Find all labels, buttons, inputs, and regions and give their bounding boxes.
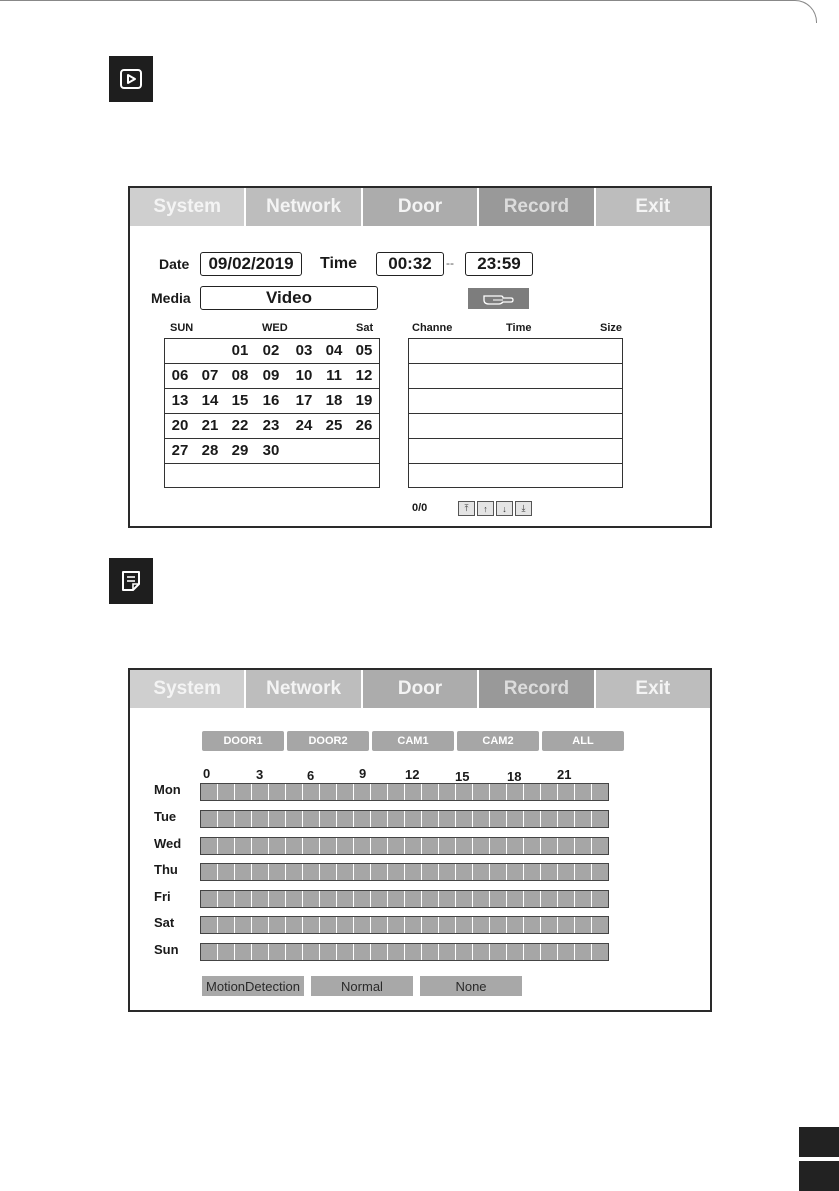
tab-network[interactable]: Network — [246, 188, 360, 226]
tab-door[interactable]: Door — [363, 670, 477, 708]
schedule-hour-cell[interactable] — [558, 838, 575, 854]
schedule-hour-cell[interactable] — [490, 838, 507, 854]
schedule-hour-cell[interactable] — [269, 838, 286, 854]
calendar-day[interactable]: 25 — [325, 417, 343, 434]
schedule-hour-cell[interactable] — [558, 944, 575, 960]
schedule-hour-cell[interactable] — [252, 917, 269, 933]
schedule-hour-cell[interactable] — [388, 891, 405, 907]
mode-motion-detection-button[interactable]: MotionDetection — [202, 976, 304, 996]
schedule-hour-cell[interactable] — [558, 784, 575, 800]
calendar-day[interactable]: 14 — [201, 392, 219, 409]
schedule-hour-cell[interactable] — [422, 784, 439, 800]
calendar-week-row — [165, 414, 379, 439]
schedule-hour-cell[interactable] — [235, 891, 252, 907]
schedule-hour-cell[interactable] — [354, 864, 371, 880]
channel-cam1-button[interactable]: CAM1 — [372, 731, 454, 751]
schedule-hour-cell[interactable] — [439, 864, 456, 880]
calendar-header-wed: WED — [262, 322, 288, 334]
schedule-hour-cell[interactable] — [473, 811, 490, 827]
channel-all-button[interactable]: ALL — [542, 731, 624, 751]
mode-none-button[interactable]: None — [420, 976, 522, 996]
date-field[interactable]: 09/02/2019 — [200, 252, 302, 276]
schedule-hour-cell[interactable] — [218, 891, 235, 907]
schedule-hour-cell[interactable] — [388, 944, 405, 960]
schedule-hour-cell[interactable] — [575, 891, 592, 907]
record-schedule-panel — [128, 668, 712, 1012]
calendar-day[interactable]: 11 — [326, 367, 342, 384]
schedule-hour-cell[interactable] — [575, 784, 592, 800]
hour-label: 15 — [455, 769, 470, 784]
schedule-hour-cell[interactable] — [286, 811, 303, 827]
hour-label: 3 — [256, 767, 264, 782]
schedule-hour-cell[interactable] — [337, 784, 354, 800]
calendar-day[interactable]: 10 — [295, 367, 313, 384]
schedule-hour-cell[interactable] — [524, 784, 541, 800]
schedule-hour-cell[interactable] — [473, 891, 490, 907]
schedule-hour-cell[interactable] — [252, 891, 269, 907]
schedule-hour-cell[interactable] — [252, 864, 269, 880]
schedule-row-mon — [200, 783, 609, 801]
schedule-hour-cell[interactable] — [235, 838, 252, 854]
tab-door[interactable]: Door — [363, 188, 477, 226]
schedule-hour-cell[interactable] — [507, 811, 524, 827]
calendar-day[interactable]: 13 — [171, 392, 189, 409]
hour-label: 12 — [405, 767, 420, 782]
calendar-day[interactable]: 04 — [325, 342, 343, 359]
schedule-hour-cell[interactable] — [524, 838, 541, 854]
start-time-field[interactable]: 00:32 — [376, 252, 444, 276]
schedule-hour-cell[interactable] — [541, 784, 558, 800]
schedule-hour-cell[interactable] — [439, 838, 456, 854]
schedule-hour-cell[interactable] — [439, 811, 456, 827]
schedule-day-label: Sun — [154, 942, 179, 957]
calendar-day[interactable]: 17 — [295, 392, 313, 409]
schedule-hour-cell[interactable] — [592, 864, 608, 880]
schedule-hour-cell[interactable] — [473, 864, 490, 880]
page-tab-marker — [799, 1127, 839, 1157]
schedule-hour-cell[interactable] — [541, 811, 558, 827]
calendar-day[interactable]: 15 — [231, 392, 249, 409]
schedule-hour-cell[interactable] — [286, 944, 303, 960]
tab-exit[interactable]: Exit — [596, 670, 710, 708]
schedule-hour-cell[interactable] — [405, 864, 422, 880]
schedule-hour-cell[interactable] — [235, 917, 252, 933]
schedule-hour-cell[interactable] — [524, 811, 541, 827]
schedule-hour-cell[interactable] — [320, 917, 337, 933]
schedule-hour-cell[interactable] — [592, 917, 608, 933]
schedule-hour-cell[interactable] — [422, 891, 439, 907]
schedule-hour-cell[interactable] — [592, 838, 608, 854]
schedule-hour-cell[interactable] — [354, 784, 371, 800]
calendar-day[interactable]: 07 — [201, 367, 219, 384]
date-label: Date — [159, 256, 190, 272]
schedule-hour-cell[interactable] — [541, 917, 558, 933]
schedule-hour-cell[interactable] — [201, 864, 218, 880]
tab-network[interactable]: Network — [246, 670, 360, 708]
calendar-day[interactable]: 28 — [201, 442, 219, 459]
schedule-hour-cell[interactable] — [337, 944, 354, 960]
schedule-hour-cell[interactable] — [235, 864, 252, 880]
calendar-day[interactable]: 02 — [262, 342, 280, 359]
results-row[interactable] — [409, 389, 622, 414]
schedule-hour-cell[interactable] — [286, 784, 303, 800]
schedule-hour-cell[interactable] — [235, 944, 252, 960]
schedule-hour-cell[interactable] — [439, 917, 456, 933]
schedule-hour-cell[interactable] — [558, 864, 575, 880]
schedule-hour-cell[interactable] — [303, 891, 320, 907]
calendar-day[interactable]: 05 — [355, 342, 373, 359]
schedule-hour-cell[interactable] — [320, 944, 337, 960]
results-row[interactable] — [409, 364, 622, 389]
schedule-hour-cell[interactable] — [269, 784, 286, 800]
calendar-header-sat: Sat — [356, 322, 374, 334]
schedule-hour-cell[interactable] — [371, 811, 388, 827]
media-label: Media — [151, 290, 191, 306]
schedule-hour-cell[interactable] — [252, 811, 269, 827]
calendar-day[interactable]: 16 — [262, 392, 280, 409]
schedule-hour-cell[interactable] — [422, 838, 439, 854]
schedule-hour-cell[interactable] — [575, 838, 592, 854]
channel-door2-button[interactable]: DOOR2 — [287, 731, 369, 751]
calendar-day[interactable]: 03 — [295, 342, 313, 359]
calendar-week-row — [165, 364, 379, 389]
first-page-icon[interactable]: ⤒ — [458, 501, 475, 516]
schedule-hour-cell[interactable] — [422, 944, 439, 960]
schedule-hour-cell[interactable] — [201, 917, 218, 933]
tab-exit[interactable]: Exit — [596, 188, 710, 226]
time-label: Time — [320, 255, 358, 272]
schedule-hour-cell[interactable] — [490, 944, 507, 960]
schedule-hour-cell[interactable] — [405, 784, 422, 800]
schedule-hour-cell[interactable] — [524, 917, 541, 933]
schedule-day-label: Fri — [154, 889, 171, 904]
calendar-grid — [164, 338, 380, 488]
calendar-week-row — [165, 389, 379, 414]
schedule-hour-cell[interactable] — [456, 891, 473, 907]
schedule-hour-cell[interactable] — [388, 864, 405, 880]
hour-label: 0 — [203, 766, 211, 781]
schedule-row-sun — [200, 943, 609, 961]
schedule-hour-cell[interactable] — [456, 864, 473, 880]
schedule-hour-cell[interactable] — [575, 917, 592, 933]
schedule-hour-cell[interactable] — [269, 917, 286, 933]
schedule-hour-cell[interactable] — [218, 917, 235, 933]
schedule-hour-cell[interactable] — [371, 838, 388, 854]
schedule-day-label: Wed — [154, 836, 182, 851]
schedule-hour-cell[interactable] — [524, 944, 541, 960]
schedule-hour-cell[interactable] — [218, 944, 235, 960]
schedule-hour-cell[interactable] — [303, 838, 320, 854]
results-list — [408, 338, 623, 488]
schedule-hour-cell[interactable] — [269, 891, 286, 907]
schedule-hour-cell[interactable] — [439, 891, 456, 907]
tab-bar — [130, 188, 710, 226]
page-border-line — [0, 0, 817, 23]
schedule-hour-cell[interactable] — [507, 784, 524, 800]
schedule-hour-cell[interactable] — [354, 838, 371, 854]
schedule-hour-cell[interactable] — [303, 864, 320, 880]
page-tab-marker — [799, 1161, 839, 1191]
schedule-hour-cell[interactable] — [320, 811, 337, 827]
schedule-hour-cell[interactable] — [303, 917, 320, 933]
schedule-hour-cell[interactable] — [354, 944, 371, 960]
schedule-hour-cell[interactable] — [320, 891, 337, 907]
schedule-hour-cell[interactable] — [405, 838, 422, 854]
schedule-hour-cell[interactable] — [473, 917, 490, 933]
page-counter: 0/0 — [412, 502, 428, 514]
calendar-day[interactable]: 20 — [171, 417, 189, 434]
media-select[interactable]: Video — [200, 286, 378, 310]
schedule-hour-cell[interactable] — [456, 811, 473, 827]
calendar-day[interactable]: 21 — [201, 417, 219, 434]
schedule-row-fri — [200, 890, 609, 908]
schedule-hour-cell[interactable] — [235, 811, 252, 827]
channel-cam2-button[interactable]: CAM2 — [457, 731, 539, 751]
tab-record[interactable]: Record — [479, 670, 593, 708]
results-header-channel: Channe — [412, 322, 453, 334]
schedule-hour-cell[interactable] — [405, 917, 422, 933]
schedule-hour-cell[interactable] — [422, 917, 439, 933]
calendar-day[interactable]: 30 — [262, 442, 280, 459]
schedule-hour-cell[interactable] — [575, 944, 592, 960]
schedule-hour-cell[interactable] — [541, 864, 558, 880]
schedule-hour-cell[interactable] — [337, 864, 354, 880]
schedule-hour-cell[interactable] — [558, 891, 575, 907]
schedule-hour-cell[interactable] — [269, 864, 286, 880]
schedule-hour-cell[interactable] — [592, 784, 608, 800]
results-row[interactable] — [409, 414, 622, 439]
schedule-hour-cell[interactable] — [388, 811, 405, 827]
time-separator: -- — [446, 256, 454, 270]
schedule-hour-cell[interactable] — [541, 838, 558, 854]
schedule-hour-cell[interactable] — [201, 784, 218, 800]
schedule-hour-cell[interactable] — [354, 917, 371, 933]
schedule-hour-cell[interactable] — [371, 891, 388, 907]
schedule-day-label: Sat — [154, 915, 175, 930]
schedule-hour-cell[interactable] — [507, 864, 524, 880]
calendar-day[interactable]: 08 — [231, 367, 249, 384]
schedule-hour-cell[interactable] — [354, 811, 371, 827]
schedule-hour-cell[interactable] — [371, 917, 388, 933]
schedule-hour-cell[interactable] — [456, 944, 473, 960]
schedule-hour-cell[interactable] — [507, 838, 524, 854]
schedule-hour-cell[interactable] — [490, 811, 507, 827]
calendar-day[interactable]: 01 — [231, 342, 249, 359]
tab-system[interactable]: System — [130, 188, 244, 226]
schedule-hour-cell[interactable] — [524, 891, 541, 907]
schedule-hour-cell[interactable] — [252, 838, 269, 854]
schedule-hour-cell[interactable] — [320, 864, 337, 880]
schedule-hour-cell[interactable] — [337, 811, 354, 827]
schedule-row-tue — [200, 810, 609, 828]
calendar-day[interactable]: 22 — [231, 417, 249, 434]
playback-icon — [109, 56, 153, 102]
schedule-hour-cell[interactable] — [507, 944, 524, 960]
schedule-day-label: Tue — [154, 809, 177, 824]
schedule-hour-cell[interactable] — [218, 838, 235, 854]
tab-system[interactable]: System — [130, 670, 244, 708]
results-header-time: Time — [506, 322, 532, 334]
schedule-hour-cell[interactable] — [575, 864, 592, 880]
schedule-hour-cell[interactable] — [252, 944, 269, 960]
schedule-hour-cell[interactable] — [456, 784, 473, 800]
note-icon — [109, 558, 153, 604]
tab-record[interactable]: Record — [479, 188, 593, 226]
schedule-row-wed — [200, 837, 609, 855]
schedule-hour-cell[interactable] — [201, 944, 218, 960]
schedule-hour-cell[interactable] — [490, 864, 507, 880]
schedule-hour-cell[interactable] — [473, 838, 490, 854]
schedule-hour-cell[interactable] — [252, 784, 269, 800]
schedule-hour-cell[interactable] — [371, 864, 388, 880]
results-row[interactable] — [409, 439, 622, 464]
schedule-hour-cell[interactable] — [456, 917, 473, 933]
schedule-hour-cell[interactable] — [320, 838, 337, 854]
hour-label: 9 — [359, 766, 367, 781]
pointing-hand-icon — [481, 292, 517, 306]
schedule-hour-cell[interactable] — [388, 838, 405, 854]
schedule-hour-cell[interactable] — [337, 838, 354, 854]
schedule-hour-cell[interactable] — [354, 891, 371, 907]
schedule-hour-cell[interactable] — [592, 944, 608, 960]
schedule-hour-cell[interactable] — [201, 891, 218, 907]
record-search-panel — [128, 186, 712, 528]
schedule-hour-cell[interactable] — [303, 784, 320, 800]
schedule-hour-cell[interactable] — [286, 838, 303, 854]
calendar-day[interactable]: 26 — [355, 417, 373, 434]
schedule-day-label: Mon — [154, 782, 181, 797]
schedule-hour-cell[interactable] — [439, 944, 456, 960]
schedule-hour-cell[interactable] — [541, 891, 558, 907]
results-row[interactable] — [409, 339, 622, 364]
calendar-day[interactable]: 23 — [262, 417, 280, 434]
schedule-hour-cell[interactable] — [269, 811, 286, 827]
schedule-hour-cell[interactable] — [218, 784, 235, 800]
calendar-day[interactable]: 06 — [171, 367, 189, 384]
schedule-hour-cell[interactable] — [303, 811, 320, 827]
schedule-hour-cell[interactable] — [558, 811, 575, 827]
schedule-hour-cell[interactable] — [218, 864, 235, 880]
schedule-hour-cell[interactable] — [371, 944, 388, 960]
schedule-hour-cell[interactable] — [235, 784, 252, 800]
mode-normal-button[interactable]: Normal — [311, 976, 413, 996]
calendar-header-sun: SUN — [170, 322, 194, 334]
schedule-hour-cell[interactable] — [303, 944, 320, 960]
schedule-row-sat — [200, 916, 609, 934]
schedule-hour-cell[interactable] — [286, 891, 303, 907]
schedule-hour-cell[interactable] — [541, 944, 558, 960]
tab-bar — [130, 670, 710, 708]
search-button[interactable] — [468, 288, 529, 309]
results-header-size: Size — [600, 322, 623, 334]
schedule-hour-cell[interactable] — [439, 784, 456, 800]
calendar-day[interactable]: 12 — [355, 367, 373, 384]
schedule-hour-cell[interactable] — [337, 917, 354, 933]
schedule-hour-cell[interactable] — [422, 811, 439, 827]
hour-label: 18 — [507, 769, 522, 784]
schedule-hour-cell[interactable] — [490, 917, 507, 933]
schedule-hour-cell[interactable] — [388, 917, 405, 933]
calendar-day[interactable]: 24 — [295, 417, 313, 434]
schedule-hour-cell[interactable] — [320, 784, 337, 800]
schedule-hour-cell[interactable] — [422, 864, 439, 880]
calendar-week-row — [165, 339, 379, 364]
schedule-hour-cell[interactable] — [405, 811, 422, 827]
schedule-hour-cell[interactable] — [592, 811, 608, 827]
hour-label: 21 — [557, 767, 572, 782]
schedule-hour-cell[interactable] — [507, 891, 524, 907]
next-page-icon[interactable]: ↓ — [496, 501, 513, 516]
schedule-hour-cell[interactable] — [405, 944, 422, 960]
schedule-hour-cell[interactable] — [286, 864, 303, 880]
end-time-field[interactable]: 23:59 — [465, 252, 533, 276]
schedule-hour-cell[interactable] — [490, 784, 507, 800]
schedule-day-label: Thu — [154, 862, 178, 877]
hour-label: 6 — [307, 768, 315, 783]
schedule-hour-cell[interactable] — [388, 784, 405, 800]
channel-door1-button[interactable]: DOOR1 — [202, 731, 284, 751]
schedule-hour-cell[interactable] — [575, 811, 592, 827]
last-page-icon[interactable]: ⤓ — [515, 501, 532, 516]
schedule-hour-cell[interactable] — [371, 784, 388, 800]
calendar-day[interactable]: 19 — [355, 392, 373, 409]
schedule-hour-cell[interactable] — [405, 891, 422, 907]
calendar-week-row — [165, 464, 379, 488]
schedule-hour-cell[interactable] — [507, 917, 524, 933]
schedule-hour-cell[interactable] — [286, 917, 303, 933]
schedule-hour-cell[interactable] — [456, 838, 473, 854]
calendar-day[interactable]: 27 — [171, 442, 189, 459]
schedule-row-thu — [200, 863, 609, 881]
calendar-week-row — [165, 439, 379, 464]
schedule-hour-cell[interactable] — [558, 917, 575, 933]
calendar-day[interactable]: 09 — [262, 367, 280, 384]
schedule-hour-cell[interactable] — [473, 944, 490, 960]
schedule-hour-cell[interactable] — [490, 891, 507, 907]
schedule-hour-cell[interactable] — [473, 784, 490, 800]
schedule-hour-cell[interactable] — [201, 811, 218, 827]
calendar-day[interactable]: 29 — [231, 442, 249, 459]
schedule-hour-cell[interactable] — [218, 811, 235, 827]
schedule-hour-cell[interactable] — [592, 891, 608, 907]
schedule-hour-cell[interactable] — [337, 891, 354, 907]
results-row[interactable] — [409, 464, 622, 488]
prev-page-icon[interactable]: ↑ — [477, 501, 494, 516]
schedule-hour-cell[interactable] — [269, 944, 286, 960]
schedule-hour-cell[interactable] — [524, 864, 541, 880]
calendar-day[interactable]: 18 — [325, 392, 343, 409]
schedule-hour-cell[interactable] — [201, 838, 218, 854]
